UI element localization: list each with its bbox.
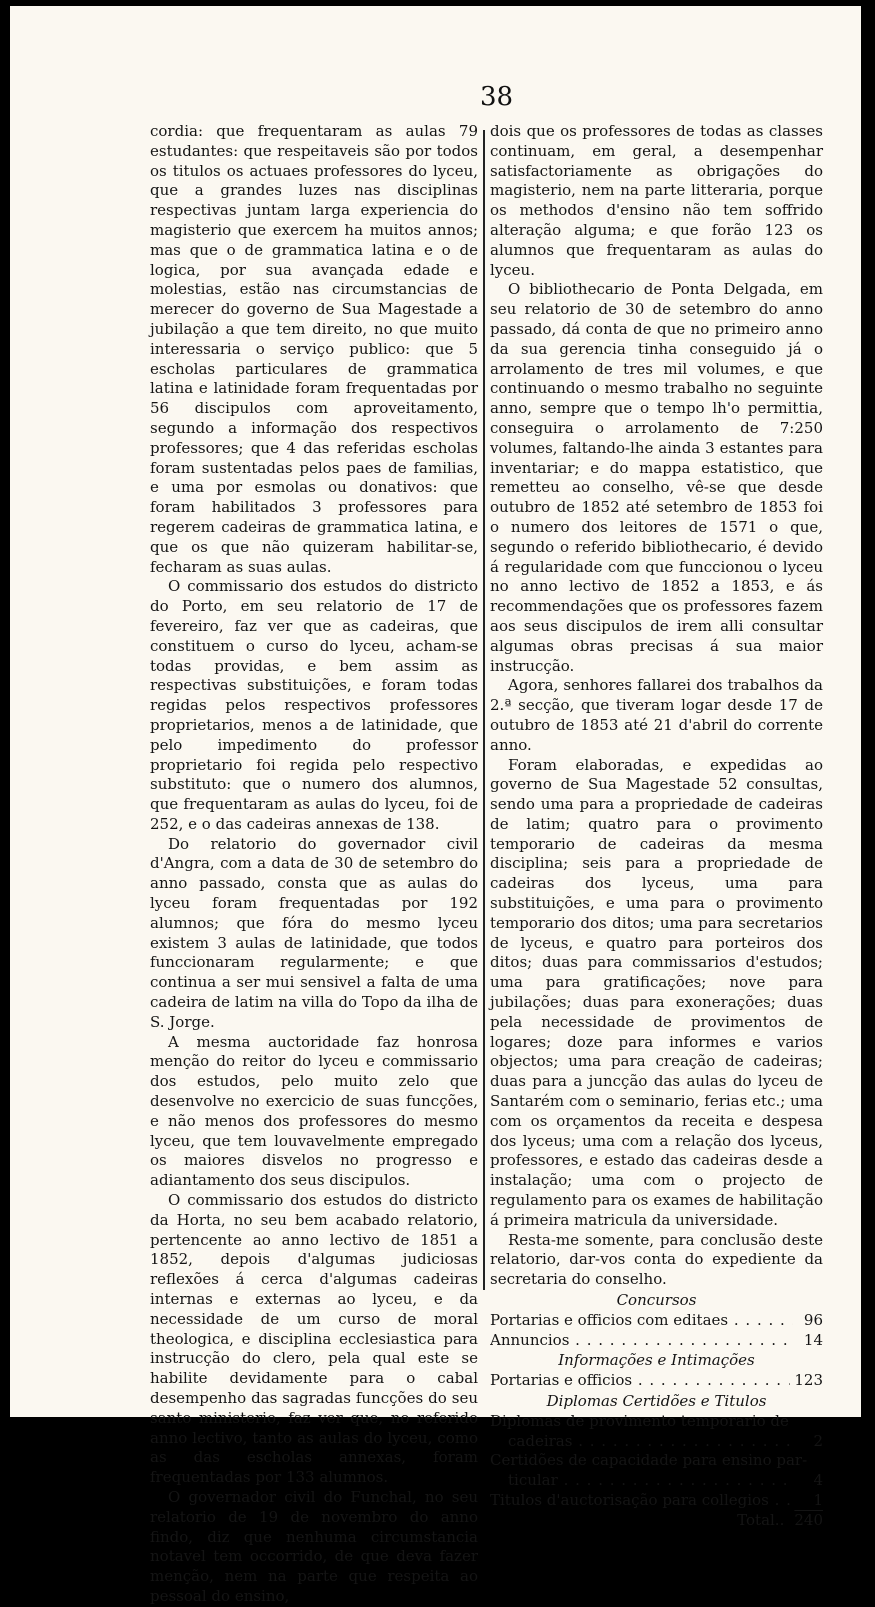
summary-row-label: Titulos d'auctorisação para collegios . . . xyxy=(490,1491,793,1511)
paragraph: O bibliothecario de Ponta Delgada, em seu relatorio de 30 de setembro do anno passado, dá conta de que no primeiro anno da sua gerencia tinha conseguido já o arrolamento de tres mil volumes, e que continuando o mesmo trabalho no seguinte anno, sempre que o tempo lh'o permittia, conseguira o arrolamento de 7:250 volumes, faltando-lhe ainda 3 estantes para inventariar; e do mappa estatistico, que remetteu ao conselho, vê-se que desde outubro de 1852 até setembro de 1853 foi o numero dos leitores de 1571 o que, segundo o referido bibliothecario, é devido á regularidade com que funccionou o lyceu no anno lectivo de 1852 a 1853, e ás recommendações que os professores fazem aos seus discipulos de irem alli consultar algumas obras precisas á sua maior instrucção. xyxy=(490,280,823,675)
paragraph: dois que os professores de todas as classes continuam, em geral, a desempenhar satisfactoriamente as obrigações do magisterio, nem na parte litteraria, porque os methodos d'ensino não tem soffrido alteração alguma; e que forão 123 os alumnos que frequentaram as aulas do lyceu. xyxy=(490,122,823,279)
paragraph: Agora, senhores fallarei dos trabalhos da 2.ª secção, que tiveram logar desde 17 de outubro de 1853 até 21 d'abril do corrente anno. xyxy=(490,676,823,754)
summary-row xyxy=(490,1371,823,1391)
summary-total-row xyxy=(490,1511,823,1531)
summary-row xyxy=(490,1432,823,1452)
summary-row xyxy=(490,1311,823,1331)
summary-row-count: 2 xyxy=(813,1431,823,1450)
summary-row-count: 14 xyxy=(803,1330,823,1349)
paragraph: O commissario dos estudos do districto da Horta, no seu bem acabado relatorio, pertencente ao anno lectivo de 1851 a 1852, depois d'algumas judiciosas reflexões á cerca d'algumas cadeiras internas e externas ao lyceu, e da necessidade de um curso de moral theologica, e disciplina ecclesiastica para instrucção do clero, pela qual este se habilite devidamente para o cabal desempenho das sagradas funcções do seu santo ministerio, faz ver que, no referido anno lectivo, tanto as aulas do lyceu, como as das escholas annexas, foram frequentadas por 133 alumnos. xyxy=(150,1191,478,1487)
total-count: 240 xyxy=(794,1510,823,1529)
section-heading-concursos: Concursos xyxy=(616,1291,697,1310)
summary-row-count: 96 xyxy=(803,1310,823,1329)
summary-row-count: 1 xyxy=(813,1490,823,1509)
section-heading-informacoes: Informações e Intimações xyxy=(558,1351,755,1370)
right-column xyxy=(490,122,823,1531)
summary-table xyxy=(490,1291,823,1531)
paragraph: O commissario dos estudos do districto do Porto, em seu relatorio de 17 de fevereiro, faz ver que as cadeiras, que constituem o curso do lyceu, acham-se todas providas, e bem assim as respectivas substituições, e foram todas regidas pelos respectivos professores proprietarios, menos a de latinidade, que pelo impedimento do professor proprietario foi regida pelo respectivo substituto: que o numero dos alumnos, que frequentaram as aulas do lyceu, foi de 252, e o das cadeiras annexas de 138. xyxy=(150,577,478,833)
summary-row-count: 123 xyxy=(794,1371,823,1390)
paragraph: cordia: que frequentaram as aulas 79 estudantes: que respeitaveis são por todos os titulos os actuaes professores do lyceu, que a grandes luzes nas disciplinas respectivas juntam larga experiencia do magisterio que exercem ha muitos annos; mas que o de grammatica latina e o de logica, por sua avançada edade e molestias, estão nas circumstancias de merecer do governo de Sua Magestade a jubilação a que tem direito, no que muito interessaria o serviço publico: que 5 escholas particulares de grammatica latina e latinidade foram frequentadas por 56 discipulos com aproveitamento, segundo a informação dos respectivos professores; que 4 das referidas escholas foram sustentadas pelos paes de familias, e uma por esmolas ou donativos: que foram habilitados 3 professores para regerem cadeiras de grammatica latina, e que os que não quizeram habilitar-se, fecharam as suas aulas. xyxy=(150,122,478,576)
summary-row-first-line: Certidões de capacidade para ensino par- xyxy=(490,1451,808,1470)
left-column xyxy=(150,122,478,1607)
paragraph: A mesma auctoridade faz honrosa menção do reitor do lyceu e commissario dos estudos, pelo muito zelo que desenvolve no exercicio de suas funcções, e não menos dos professores do mesmo lyceu, que tem louvavelmente empregado os maiores disvelos no progresso e adiantamento dos seus discipulos. xyxy=(150,1032,478,1190)
summary-row xyxy=(490,1491,823,1511)
section-heading-diplomas: Diplomas Certidões e Titulos xyxy=(546,1392,767,1410)
paragraph: O governador civil do Funchal, no seu relatorio de 19 de novembro do anno findo, diz que nenhuma circumstancia notavel tem occorrido, de que deva fazer menção, nem na parte que respeita ao pessoal do ensino, xyxy=(150,1487,478,1605)
summary-row-label: Annuncios . . . xyxy=(490,1331,793,1351)
summary-row xyxy=(490,1471,823,1491)
column-divider xyxy=(483,130,485,1290)
summary-row xyxy=(490,1331,823,1351)
total-label: Total.. xyxy=(737,1510,785,1529)
page-number: 38 xyxy=(480,82,514,112)
summary-row-label: ticular . . . xyxy=(490,1471,793,1491)
paragraph: Do relatorio do governador civil d'Angra, com a data de 30 de setembro do anno passado, consta que as aulas do lyceu foram frequentadas por 192 alumnos; que fóra do mesmo lyceu existem 3 aulas de latinidade, que todos funccionaram regularmente; e que continua a ser mui sensivel a falta de uma cadeira de latim na villa do Topo da ilha de S. Jorge. xyxy=(150,834,478,1031)
summary-row-label: Portarias e officios . . . xyxy=(490,1371,790,1391)
summary-row-count: 4 xyxy=(813,1471,823,1490)
document-page xyxy=(10,6,861,1605)
summary-row-label: cadeiras . . . xyxy=(490,1432,793,1452)
summary-row-label: Portarias e officios com editaes . . . xyxy=(490,1311,793,1331)
summary-row-first-line: Diplomas de provimento temporario de xyxy=(490,1411,789,1430)
paragraph: Resta-me somente, para conclusão deste relatorio, dar-vos conta do expediente da secretaria do conselho. xyxy=(490,1230,823,1289)
paragraph: Foram elaboradas, e expedidas ao governo de Sua Magestade 52 consultas, sendo uma para a propriedade de cadeiras de latim; quatro para o provimento temporario de cadeiras da mesma disciplina; seis para a propriedade de cadeiras dos lyceus, uma para substituições, e uma para o provimento temporario dos ditos; uma para secretarios de lyceus, e quatro para porteiros dos ditos; duas para commissarios d'estudos; uma para gratificações; nove para jubilações; duas para exonerações; duas pela necessidade de provimentos de logares; doze para informes e varios objectos; uma para creação de cadeiras; duas para a juncção das aulas do lyceu de Santarém com o seminario, ferias etc.; uma com os orçamentos da receita e despesa dos lyceus; uma com a relação dos lyceus, professores, e estado das cadeiras desde a instalação; uma com o projecto de regulamento para os exames de habilitação á primeira matricula da universidade. xyxy=(490,755,823,1229)
